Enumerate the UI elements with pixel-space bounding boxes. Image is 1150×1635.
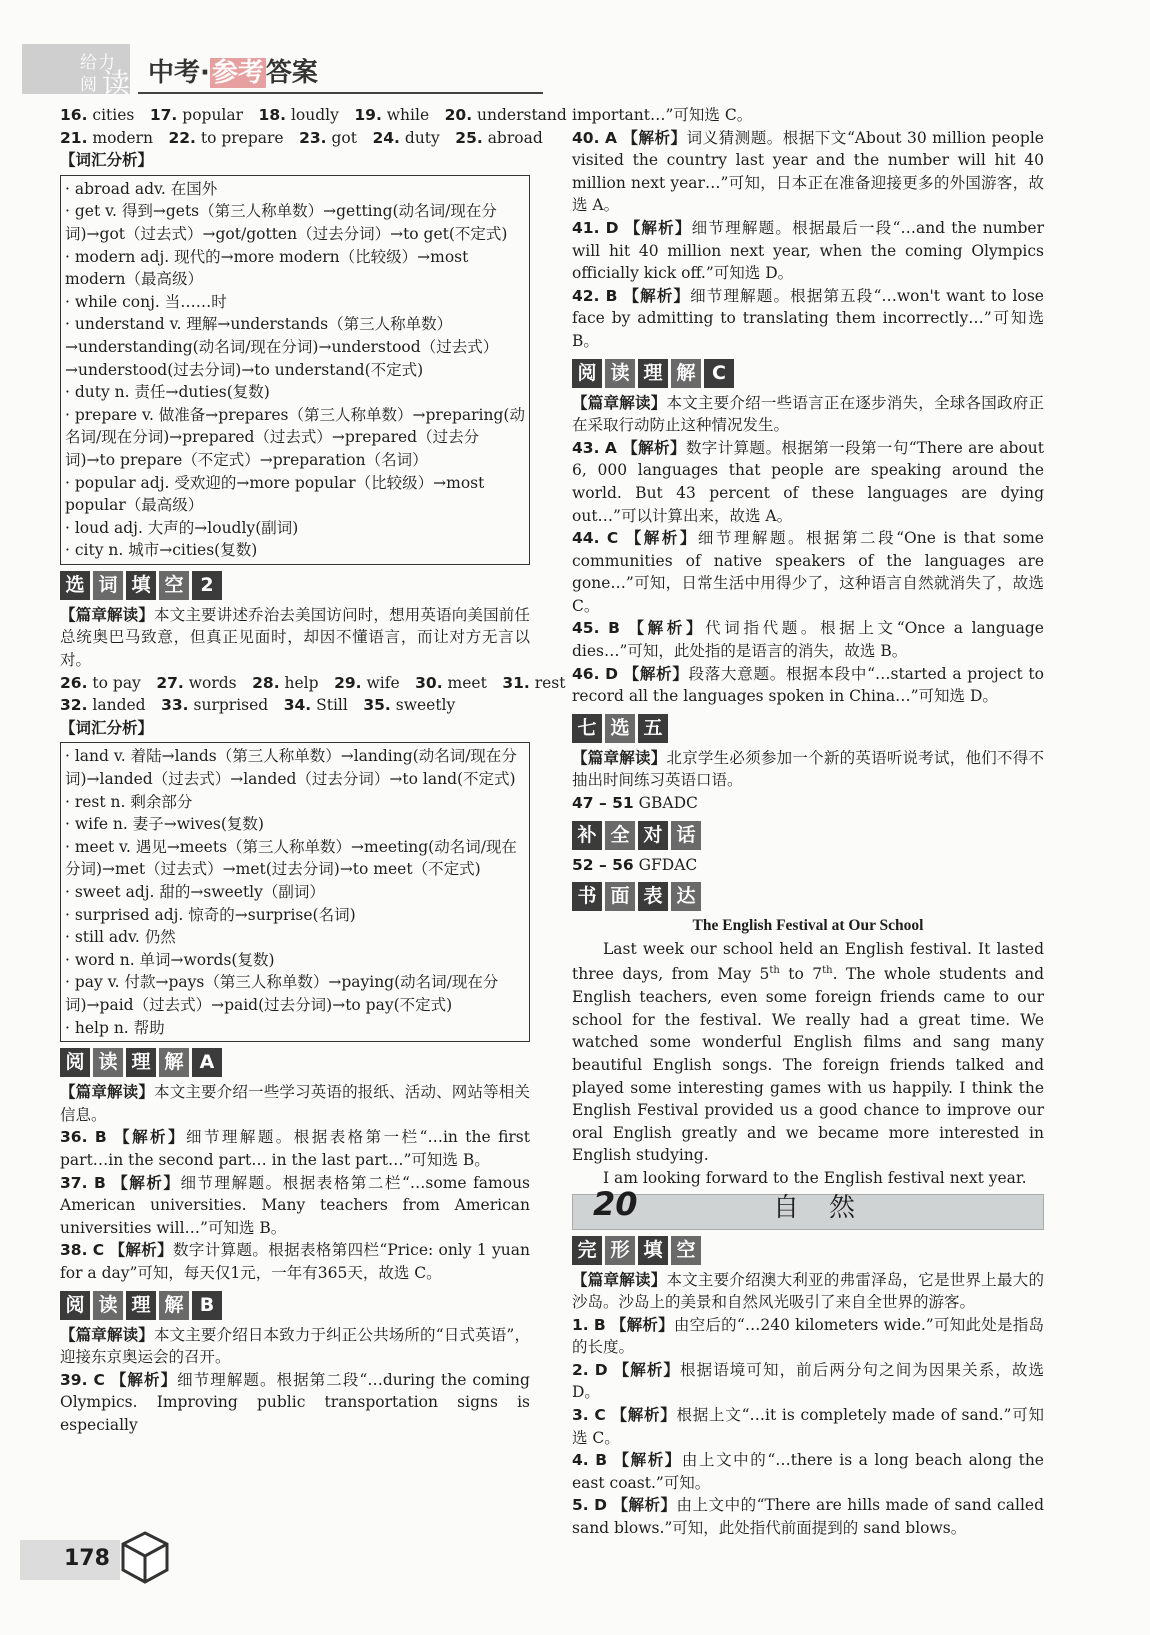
- right-column: [572, 104, 1044, 1540]
- title-part-b: 答案: [265, 58, 318, 88]
- banner-char: 读: [605, 359, 635, 388]
- answer-word: popular: [182, 106, 244, 124]
- question-number: 46.: [572, 664, 600, 683]
- analysis-tag: 【解析】: [624, 217, 692, 237]
- answer-number: 35.: [363, 696, 391, 715]
- answer-word: abroad: [487, 128, 543, 147]
- answer-word: words: [188, 673, 237, 692]
- banner-char: 补: [572, 821, 602, 850]
- summary-tag: 【篇章解读】: [572, 747, 667, 767]
- answer-number: 22.: [168, 128, 196, 147]
- answer-letter: A: [604, 438, 617, 457]
- question-number: 3.: [572, 1406, 589, 1425]
- question-number: 42.: [572, 286, 600, 305]
- question-number: 45.: [572, 619, 600, 638]
- ordinal-sup: th: [769, 965, 780, 977]
- analysis-text: 段落大意题。根据本段中“…started a project to record all the languages spoken in China…”可知选 D。: [572, 664, 1044, 706]
- analysis-tag: 【解析】: [110, 1369, 178, 1389]
- question-number: 38.: [60, 1241, 88, 1260]
- answer-word: to prepare: [200, 128, 284, 147]
- banner-char: 理: [126, 1048, 156, 1077]
- answer-letter: B: [605, 286, 618, 305]
- unit-banner: [572, 1184, 1044, 1230]
- answer-number: 16.: [60, 106, 88, 124]
- answer-letter: C: [93, 1370, 105, 1389]
- answer-word: got: [331, 128, 357, 147]
- summary-tag: 【篇章解读】: [572, 1269, 667, 1289]
- banner-char: B: [192, 1291, 222, 1320]
- answer-word: wife: [366, 673, 400, 692]
- vocab-entry: · rest n. 剩余部分: [65, 792, 193, 811]
- analysis-text: 根据上文“…it is completely made of sand.”可知选 C。: [572, 1406, 1044, 1447]
- answer-word: help: [284, 673, 319, 692]
- book-logo: [22, 44, 131, 100]
- vocab-entry: · still adv. 仍然: [65, 928, 176, 947]
- cloze-question-3: [572, 1404, 1044, 1449]
- cloze-question-1: [572, 1314, 1044, 1359]
- answer-word: duty: [404, 128, 440, 147]
- answer-number: 25.: [455, 128, 483, 147]
- section-banner-cloze: [572, 1236, 1044, 1265]
- answer-word: loudly: [290, 106, 339, 124]
- section-banner-dialogue: [572, 821, 1044, 850]
- question-37: [60, 1172, 530, 1240]
- banner-char: 面: [605, 882, 635, 911]
- vocab-box-2: [60, 742, 530, 1042]
- banner-char: 解: [159, 1291, 189, 1320]
- question-46: [572, 663, 1044, 708]
- answer-47-51: [572, 792, 1044, 815]
- answer-word: to pay: [92, 673, 141, 692]
- question-45: [572, 617, 1044, 662]
- cloze-question-2: [572, 1359, 1044, 1404]
- answer-range: 47 – 51: [572, 794, 634, 813]
- answer-letter: C: [92, 1241, 105, 1260]
- vocab-entry: · loud adj. 大声的→loudly(副词): [65, 518, 299, 537]
- vocab-entry: · while conj. 当……时: [65, 292, 227, 311]
- banner-char: 完: [572, 1236, 602, 1265]
- answer-number: 33.: [161, 696, 189, 715]
- question-38: [60, 1239, 530, 1284]
- analysis-tag: 【解析】: [109, 1240, 173, 1260]
- answer-row-26-31: [60, 672, 566, 695]
- section-banner-writing: [572, 882, 1044, 911]
- answer-row-21-25: [60, 127, 543, 150]
- banner-char: 填: [126, 571, 156, 600]
- analysis-text: 细节理解题。根据表格第二栏“…some famous American universities. Many teachers from American universities will…”可知选 B。: [60, 1173, 531, 1237]
- banner-char: 选: [60, 571, 90, 600]
- summary-tag: 【篇章解读】: [572, 392, 667, 412]
- answer-word: while: [386, 106, 430, 124]
- vocab-box-1: [60, 175, 530, 565]
- summary-tag: 【篇章解读】: [60, 1082, 155, 1102]
- essay-paragraph-2: I am looking forward to the English festival next year.: [603, 1168, 1027, 1187]
- question-number: 37.: [60, 1173, 88, 1192]
- question-number: 40.: [572, 128, 600, 147]
- answer-letter: D: [605, 218, 619, 237]
- passage-summary-2: [60, 1081, 530, 1126]
- analysis-text: 根据语境可知，前后两分句之间为因果关系，故选 D。: [572, 1360, 1044, 1402]
- question-41: [572, 217, 1044, 285]
- analysis-tag: 【解析】: [622, 127, 687, 147]
- analysis-tag: 【解析】: [625, 528, 698, 548]
- banner-char: 对: [638, 821, 668, 850]
- answer-word: sweetly: [395, 696, 456, 715]
- banner-char: 全: [605, 821, 635, 850]
- answer-number: 28.: [252, 673, 280, 692]
- banner-char: 空: [159, 571, 189, 600]
- banner-char: 解: [159, 1048, 189, 1077]
- answer-letter: B: [94, 1128, 107, 1147]
- answer-number: 21.: [60, 128, 88, 147]
- answer-number: 20.: [444, 106, 473, 124]
- page-number-block: [20, 1530, 160, 1590]
- essay-paragraph-1: [572, 938, 1044, 1167]
- section-banner-xuanci: [60, 571, 530, 600]
- logo-text-3: 读: [102, 67, 131, 100]
- analysis-tag: 【解析】: [610, 1314, 674, 1334]
- vocab-title-2: 【词汇分析】: [60, 717, 154, 737]
- question-number: 2.: [572, 1360, 589, 1379]
- answer-number: 24.: [372, 128, 400, 147]
- vocab-entry: · abroad adv. 在国外: [65, 179, 218, 198]
- answer-number: 34.: [283, 696, 312, 715]
- answer-row-16-20: [60, 104, 567, 127]
- summary-text: 北京学生必须参加一个新的英语听说考试，他们不得不抽出时间练习英语口语。: [572, 748, 1044, 790]
- analysis-text: 词义猜测题。根据下文“About 30 million people visited the country last year and the number will hit 40 million next year…”可知，日本正在准备迎接更多的外国游客，故选 A。: [572, 128, 1044, 215]
- analysis-text: 由空后的“…240 kilometers wide.”可知此处是指岛的长度。: [572, 1315, 1044, 1357]
- answer-range: 52 – 56: [572, 855, 634, 874]
- answer-number: 30.: [415, 673, 443, 692]
- section-banner-reading-c: [572, 359, 1044, 388]
- banner-char: 话: [671, 821, 701, 850]
- answer-52-56: [572, 854, 1044, 877]
- answer-letter: B: [595, 1451, 608, 1470]
- answer-letters: GFDAC: [638, 855, 698, 874]
- analysis-tag: 【解析】: [628, 618, 706, 638]
- answer-word: Still: [316, 696, 348, 715]
- banner-char: 词: [93, 571, 123, 600]
- answer-letter: C: [606, 529, 619, 548]
- analysis-text: 细节理解题。根据表格第一栏“…in the first part…in the second part… in the last part…”可知选 B。: [60, 1128, 530, 1169]
- section-banner-seven-five: [572, 714, 1044, 743]
- continued-text: important…”可知选 C。: [572, 106, 753, 124]
- vocab-entry: · meet v. 遇见→meets（第三人称单数）→meeting(动名词/现在分词)→met（过去式）→met(过去分词)→to meet（不定式): [65, 837, 517, 879]
- answer-letter: D: [605, 664, 618, 683]
- question-number: 44.: [572, 529, 600, 548]
- analysis-text: 细节理解题。根据第五段“…won't want to lose face by admitting to translating them incorrectly…”可知选 B。: [572, 286, 1044, 350]
- answer-number: 19.: [354, 106, 382, 124]
- vocab-entry: · pay v. 付款→pays（第三人称单数）→paying(动名词/现在分词)→paid（过去式）→paid(过去分词)→to pay(不定式): [65, 973, 499, 1014]
- answer-word: landed: [92, 696, 146, 715]
- analysis-text: 数字计算题。根据表格第四栏“Price: only 1 yuan for a day”可知，每天仅1元，一年有365天，故选 C。: [60, 1241, 530, 1282]
- passage-summary-5: [572, 747, 1044, 792]
- answer-number: 18.: [258, 106, 287, 124]
- passage-summary-6: [572, 1269, 1044, 1314]
- analysis-tag: 【解析】: [612, 1495, 677, 1515]
- vocab-entry: · get v. 得到→gets（第三人称单数）→getting(动名词/现在分词)→got（过去式）→got/gotten（过去分词）→to get(不定式): [65, 202, 508, 243]
- answer-number: 23.: [299, 128, 327, 147]
- answer-letter: A: [604, 128, 617, 147]
- essay-title: The English Festival at Our School: [692, 917, 924, 935]
- vocab-entry: · help n. 帮助: [65, 1018, 165, 1037]
- analysis-tag: 【解析】: [112, 1172, 181, 1192]
- left-column: [60, 104, 567, 1436]
- cloze-question-4: [572, 1449, 1044, 1494]
- analysis-text: 细节理解题。根据最后一段“…and the number will hit 40 million next year, when the coming Olympics officially kick off.”可知选 D。: [572, 218, 1044, 283]
- passage-summary-1: [60, 604, 530, 672]
- summary-text: 本文主要讲述乔治去美国访问时，想用英语向美国前任总统奥巴马致意，但真正见面时，却因不懂语言，而让对方无言以对。: [60, 605, 530, 670]
- vocab-entry: · duty n. 责任→duties(复数): [65, 383, 270, 402]
- vocab-entry: · prepare v. 做准备→prepares（第三人称单数）→preparing(动名词/现在分词)→prepared（过去式）→prepared（过去分词)→to prepare（不定式）→preparation（名词）: [65, 405, 525, 469]
- banner-char: 填: [638, 1236, 668, 1265]
- banner-char: C: [704, 359, 734, 388]
- summary-text: 本文主要介绍一些语言正在逐步消失，全球各国政府正在采取行动防止这种情况发生。: [572, 393, 1044, 435]
- banner-char: 解: [671, 359, 701, 388]
- banner-char: 阅: [60, 1291, 90, 1320]
- banner-char: 五: [638, 714, 668, 743]
- question-number: 41.: [572, 218, 600, 237]
- vocab-entry: · surprised adj. 惊奇的→surprise(名词): [65, 905, 356, 924]
- analysis-tag: 【解析】: [114, 1127, 186, 1147]
- banner-char: 阅: [572, 359, 602, 388]
- vocab-entry: · word n. 单词→words(复数): [65, 950, 275, 969]
- vocab-entry: · popular adj. 受欢迎的→more popular（比较级）→most popular（最高级）: [65, 473, 485, 515]
- essay-text-b: to 7: [779, 965, 823, 984]
- analysis-tag: 【解析】: [613, 1450, 682, 1470]
- banner-char: 表: [638, 882, 668, 911]
- header-title: [148, 52, 318, 89]
- summary-tag: 【篇章解读】: [60, 604, 155, 624]
- page-header: [18, 38, 538, 100]
- summary-text: 本文主要介绍日本致力于纠正公共场所的“日式英语”，迎接东京奥运会的召开。: [60, 1325, 530, 1367]
- vocab-entry: · wife n. 妻子→wives(复数): [65, 815, 264, 834]
- question-number: 1.: [572, 1315, 589, 1334]
- title-part-a: 中考·: [148, 58, 210, 88]
- vocab-entry: · city n. 城市→cities(复数): [65, 541, 258, 560]
- cube-icon: [120, 1530, 170, 1586]
- analysis-tag: 【解析】: [622, 437, 686, 457]
- banner-char: 书: [572, 882, 602, 911]
- answer-number: 31.: [502, 673, 530, 692]
- analysis-tag: 【解析】: [611, 1405, 677, 1425]
- analysis-tag: 【解析】: [623, 663, 689, 683]
- answer-letter: D: [594, 1360, 608, 1379]
- passage-summary-4: [572, 392, 1044, 437]
- section-banner-reading-a: [60, 1048, 530, 1077]
- banner-char: 七: [572, 714, 602, 743]
- answer-number: 17.: [149, 106, 178, 124]
- answer-word: meet: [447, 673, 487, 692]
- answer-number: 32.: [60, 696, 88, 715]
- banner-char: 选: [605, 714, 635, 743]
- answer-word: rest: [534, 673, 566, 692]
- section-banner-reading-b: [60, 1291, 530, 1320]
- summary-tag: 【篇章解读】: [60, 1324, 154, 1344]
- vocab-entry: · understand v. 理解→understands（第三人称单数）→understanding(动名词/现在分词)→understood（过去式）→understood(过去分词)→to understand(不定式): [65, 315, 499, 379]
- answer-letters: GBADC: [638, 794, 698, 813]
- analysis-text: 数字计算题。根据第一段第一句“There are about 6, 000 languages that people are speaking around the world. But 43 percent of these languages are dying out…”可以计算出来，故选 A。: [572, 438, 1044, 525]
- answer-number: 26.: [60, 673, 88, 692]
- banner-char: 形: [605, 1236, 635, 1265]
- title-highlight: 参考: [211, 58, 264, 88]
- vocab-title: 【词汇分析】: [60, 150, 154, 170]
- analysis-text: 由上文中的“There are hills made of sand called sand blows.”可知，此处指代前面提到的 sand blows。: [572, 1496, 1044, 1538]
- answer-letter: B: [608, 619, 620, 638]
- essay-text-c: . The whole students and English teachers, even some foreign friends came to our school for the festival. We really had a great time. We watched some wonderful English films and sang many beautiful English songs. The foreign friends talked and played some interesting games with us happily. I think the English Festival provided us a good chance to improve our oral English greatly and we became more interested in English studying.: [572, 965, 1044, 1165]
- banner-char: 理: [126, 1291, 156, 1320]
- page-number: 178: [64, 1546, 110, 1571]
- banner-char: A: [192, 1048, 222, 1077]
- answer-letter: C: [594, 1406, 606, 1425]
- essay-text-a: Last week our school held an English festival. It lasted three days, from May 5: [572, 939, 1044, 984]
- analysis-text: 由上文中的“…there is a long beach along the east coast.”可知。: [572, 1451, 1044, 1492]
- question-number: 4.: [572, 1451, 589, 1470]
- answer-word: modern: [92, 128, 153, 147]
- question-39: [60, 1369, 530, 1437]
- question-40: [572, 127, 1044, 217]
- ordinal-sup: th: [822, 965, 833, 977]
- banner-char: 读: [93, 1291, 123, 1320]
- question-43: [572, 437, 1044, 527]
- logo-text-2: 阅: [80, 75, 97, 95]
- logo-text-1: 给力: [80, 53, 116, 73]
- banner-char: 2: [192, 571, 222, 600]
- answer-row-32-35: [60, 694, 530, 717]
- analysis-text: 代词指代题。根据上文“Once a language dies…”可知，此处指的是语言的消失，故选 B。: [572, 619, 1044, 661]
- summary-text: 本文主要介绍澳大利亚的弗雷泽岛，它是世界上最大的沙岛。沙岛上的美景和自然风光吸引了来自全世界的游客。: [572, 1270, 1044, 1312]
- answer-number: 29.: [334, 673, 362, 692]
- vocab-entry: · sweet adj. 甜的→sweetly（副词）: [65, 883, 325, 901]
- unit-name: 自然: [773, 1192, 886, 1223]
- question-42: [572, 285, 1044, 353]
- question-number: 36.: [60, 1128, 88, 1147]
- banner-char: 理: [638, 359, 668, 388]
- banner-char: 读: [93, 1048, 123, 1077]
- banner-char: 空: [671, 1236, 701, 1265]
- answer-word: cities: [92, 106, 135, 124]
- header-rule: [138, 92, 543, 94]
- answer-number: 27.: [156, 673, 184, 692]
- analysis-text: 细节理解题。根据第二段“One is that some communities of native speakers of the languages are gone…”可知，日常生活中用得少了，这种语言自然就消失了，故选 C。: [572, 529, 1044, 615]
- question-36: [60, 1126, 530, 1171]
- answer-letter: B: [593, 1315, 606, 1334]
- vocab-entry: · land v. 着陆→lands（第三人称单数）→landing(动名词/现在分词)→landed（过去式）→landed（过去分词）→to land(不定式): [65, 747, 517, 789]
- answer-word: understand: [477, 106, 567, 124]
- answer-letter: D: [594, 1496, 608, 1515]
- vocab-entry: · modern adj. 现代的→more modern（比较级）→most modern（最高级）: [65, 247, 469, 289]
- cloze-question-5: [572, 1494, 1044, 1539]
- answer-letter: B: [93, 1173, 106, 1192]
- banner-char: 阅: [60, 1048, 90, 1077]
- question-number: 43.: [572, 438, 600, 457]
- analysis-tag: 【解析】: [613, 1359, 681, 1379]
- question-number: 5.: [572, 1496, 589, 1515]
- question-44: [572, 527, 1044, 617]
- banner-char: 达: [671, 882, 701, 911]
- passage-summary-3: [60, 1324, 530, 1369]
- unit-number: 20: [593, 1184, 638, 1223]
- answer-word: surprised: [193, 696, 269, 715]
- analysis-tag: 【解析】: [623, 285, 691, 305]
- question-number: 39.: [60, 1370, 88, 1389]
- summary-text: 本文主要介绍一些学习英语的报纸、活动、网站等相关信息。: [60, 1083, 530, 1124]
- analysis-text: 细节理解题。根据第二段“…during the coming Olympics. Improving public transportation signs is especially: [60, 1370, 530, 1434]
